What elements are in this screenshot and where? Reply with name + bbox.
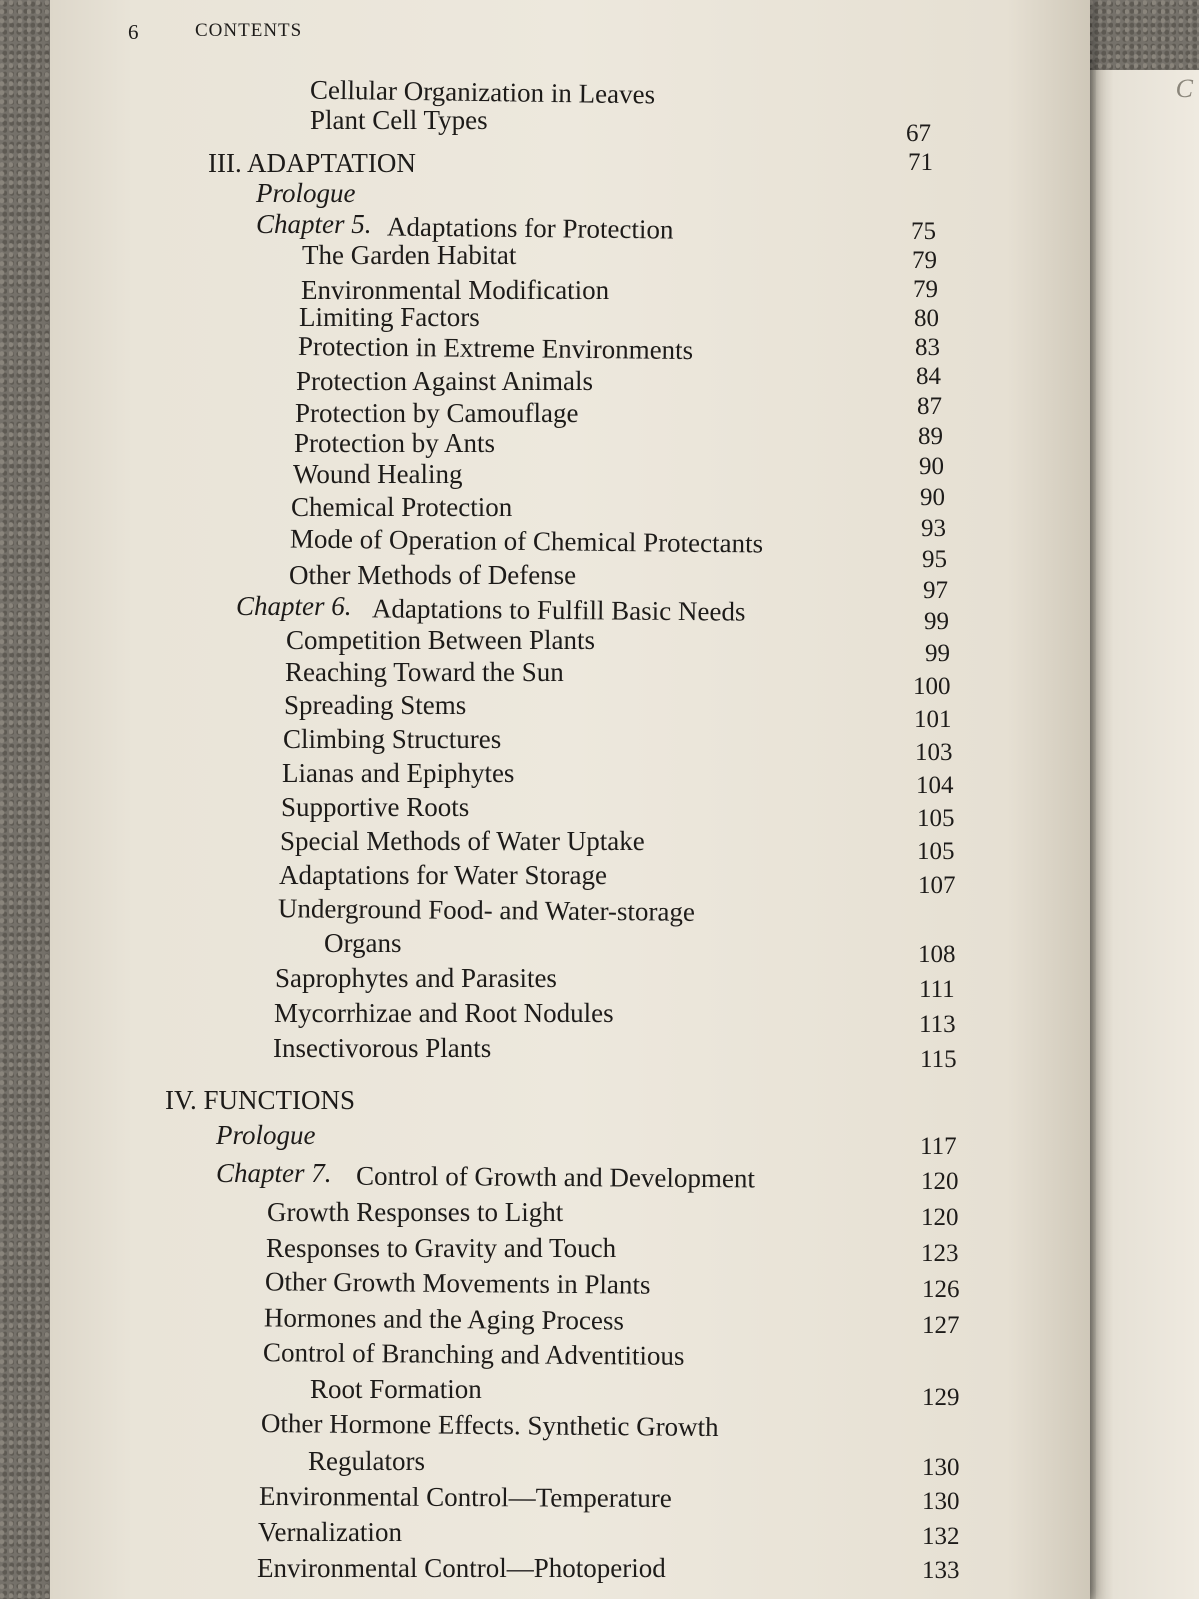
toc-page-number: 99: [924, 608, 949, 635]
toc-page-number: 67: [906, 120, 931, 147]
toc-entry: Special Methods of Water Uptake: [280, 826, 645, 856]
toc-page-number: 99: [925, 640, 950, 667]
toc-page-number: 126: [922, 1276, 960, 1303]
toc-prologue: Prologue: [256, 178, 356, 208]
toc-page-number: 89: [918, 423, 943, 450]
toc-page-number: 95: [922, 546, 947, 573]
toc-page-number: 117: [920, 1133, 957, 1160]
toc-page-number: 127: [922, 1312, 960, 1339]
facing-page: [1085, 70, 1199, 1599]
toc-entry: Hormones and the Aging Process: [263, 1302, 625, 1336]
toc-page-number: 87: [917, 393, 942, 420]
toc-page-number: 83: [915, 334, 940, 361]
toc-page-number: 90: [919, 453, 944, 480]
toc-entry: Protection in Extreme Environments: [297, 330, 694, 366]
toc-entry: Cellular Organization in Leaves: [309, 74, 656, 110]
toc-page-number: 84: [916, 363, 941, 390]
toc-entry: Underground Food- and Water-storage: [277, 893, 696, 927]
toc-page-number: 120: [921, 1168, 959, 1195]
toc-entry: Growth Responses to Light: [267, 1197, 564, 1227]
toc-entry: Protection by Camouflage: [295, 398, 579, 428]
toc-page-number: 75: [911, 218, 936, 245]
toc-chapter-label: Chapter 6.: [236, 591, 352, 621]
corner-mark: C: [1175, 74, 1193, 103]
toc-page-number: 130: [922, 1454, 960, 1481]
toc-entry: Saprophytes and Parasites: [275, 963, 557, 993]
toc-page-number: 111: [919, 976, 955, 1003]
toc-page-number: 108: [918, 941, 956, 968]
toc-entry: Protection Against Animals: [296, 366, 593, 396]
toc-page-number: 79: [913, 276, 938, 303]
toc-page-number: 132: [922, 1523, 960, 1550]
toc-part-heading: IV. FUNCTIONS: [165, 1085, 356, 1115]
toc-entry: The Garden Habitat: [302, 240, 517, 270]
toc-entry: Environmental Modification: [301, 275, 610, 305]
toc-page-number: 105: [917, 805, 955, 832]
toc-page-number: 104: [916, 772, 954, 799]
toc-page-number: 93: [921, 515, 946, 542]
toc-entry: Chemical Protection: [291, 492, 513, 522]
toc-entry: Control of Branching and Adventitious: [262, 1337, 685, 1371]
toc-entry: Spreading Stems: [284, 690, 467, 720]
toc-entry: Other Methods of Defense: [289, 560, 577, 590]
toc-entry: Insectivorous Plants: [273, 1033, 492, 1063]
toc-page-number: 123: [921, 1240, 959, 1267]
toc-entry: Limiting Factors: [299, 302, 480, 332]
toc-page-number: 80: [914, 305, 939, 332]
toc-chapter-title: Control of Growth and Development: [355, 1160, 756, 1194]
toc-page-number: 90: [920, 484, 945, 511]
toc-entry-continued: Regulators: [308, 1446, 425, 1476]
toc-entry: Lianas and Epiphytes: [282, 758, 515, 788]
toc-page-number: 101: [914, 706, 952, 733]
toc-page-number: 115: [920, 1046, 957, 1073]
toc-entry: Mycorrhizae and Root Nodules: [274, 998, 614, 1028]
toc-entry-continued: Root Formation: [310, 1374, 482, 1404]
toc-page-number: 71: [908, 149, 933, 176]
toc-entry: Other Growth Movements in Plants: [264, 1266, 651, 1300]
toc-entry: Responses to Gravity and Touch: [266, 1233, 617, 1263]
toc-prologue: Prologue: [216, 1120, 316, 1150]
toc-page-number: 120: [921, 1204, 959, 1231]
toc-part-heading: III. ADAPTATION: [208, 148, 416, 178]
toc-entry: Environmental Control—Temperature: [258, 1480, 672, 1514]
toc-entry: Vernalization: [258, 1517, 402, 1547]
toc-chapter-title: Adaptations to Fulfill Basic Needs: [371, 593, 746, 627]
toc-entry: Mode of Operation of Chemical Protectants: [289, 523, 764, 559]
toc-entry: Climbing Structures: [283, 724, 502, 754]
toc-page-number: 100: [913, 673, 951, 700]
toc-entry-continued: Organs: [324, 928, 402, 958]
toc-entry: Protection by Ants: [294, 428, 495, 458]
toc-entry: Reaching Toward the Sun: [285, 657, 564, 687]
toc-page-number: 130: [922, 1488, 960, 1515]
toc-page-number: 133: [922, 1557, 960, 1584]
toc-entry: Environmental Control—Photoperiod: [257, 1553, 666, 1583]
toc-page-number: 97: [923, 577, 948, 604]
toc-entry: Supportive Roots: [281, 792, 470, 822]
toc-page-number: 105: [917, 838, 955, 865]
toc-chapter-label: Chapter 5.: [256, 209, 372, 239]
page-number: 6: [128, 20, 139, 44]
toc-page-number: 79: [912, 247, 937, 274]
toc-chapter-title: Adaptations for Protection: [386, 211, 674, 245]
toc-page-number: 103: [915, 739, 953, 766]
toc-chapter-label: Chapter 7.: [216, 1158, 332, 1188]
toc-entry: Wound Healing: [293, 459, 463, 489]
toc-entry: Competition Between Plants: [286, 625, 595, 655]
toc-page-number: 113: [919, 1011, 956, 1038]
toc-page-number: 129: [922, 1384, 960, 1411]
toc-page-number: 107: [918, 872, 956, 899]
toc-entry: Other Hormone Effects. Synthetic Growth: [260, 1408, 719, 1442]
toc-entry: Plant Cell Types: [310, 105, 488, 135]
toc-entry: Adaptations for Water Storage: [279, 860, 607, 890]
page-title: CONTENTS: [195, 20, 303, 41]
